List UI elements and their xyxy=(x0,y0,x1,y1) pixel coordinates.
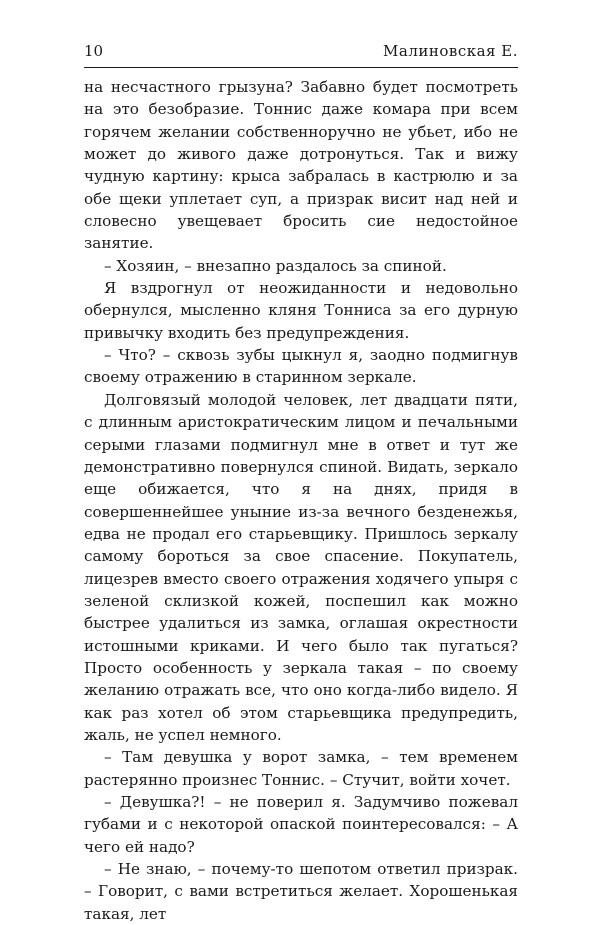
paragraph: Долговязый молодой человек, лет двадцати пяти, с длинным аристократическим лицом и печальными серыми глазами подмигнул мне в ответ и тут же демонстративно повернулся спиной. Видать, зеркало еще обижается, что я на днях, придя в совершеннейшее уныние из-за вечного безденежья, едва не продал его старьевщику. Пришлось зеркалу самому бороться за свое спасение. Покупатель, лицезрев вместо своего отражения ходячего упыря с зеленой склизкой кожей, поспешил как можно быстрее удалиться из замка, оглашая окрестности истошными криками. И чего было так пугаться? Просто особенность у зеркала такая – по своему желанию отражать все, что оно когда-либо видело. Я как раз хотел об этом старьевщика предупредить, жаль, не успел немного. xyxy=(84,390,518,744)
paragraph-dialogue: – Девушка?! – не поверил я. Задумчиво пожевал губами и с некоторой опаской поинтересовался: – А чего ей надо? xyxy=(84,793,518,856)
paragraph: Я вздрогнул от неожиданности и недовольно обернулся, мысленно кляня Тонниса за его дурную привычку входить без предупреждения. xyxy=(84,279,518,342)
paragraph-dialogue: – Не знаю, – почему-то шепотом ответил призрак. – Говорит, с вами встретиться желает. Хорошенькая такая, лет xyxy=(84,860,518,923)
running-head-author: Малиновская Е. xyxy=(383,42,518,60)
body-text xyxy=(84,76,518,925)
header-rule xyxy=(84,67,518,68)
paragraph-dialogue: – Хозяин, – внезапно раздалось за спиной. xyxy=(104,256,447,275)
running-head xyxy=(84,40,518,62)
page-number: 10 xyxy=(84,42,104,60)
paragraph-dialogue: – Что? – сквозь зубы цыкнул я, заодно подмигнув своему отражению в старинном зеркале. xyxy=(84,346,518,387)
paragraph-continuation: на несчастного грызуна? Забавно будет посмотреть на это безобразие. Тоннис даже комара при всем горячем желании собственноручно не убьет, ибо не может до живого даже дотронуться. Так и вижу чудную картину: крыса забралась в кастрюлю и за обе щеки уплетает суп, а призрак висит над ней и словесно увещевает бросить сие недостойное занятие. xyxy=(84,78,518,253)
paragraph-dialogue: – Там девушка у ворот замка, – тем временем растерянно произнес Тоннис. – Стучит, войти хочет. xyxy=(84,748,518,789)
